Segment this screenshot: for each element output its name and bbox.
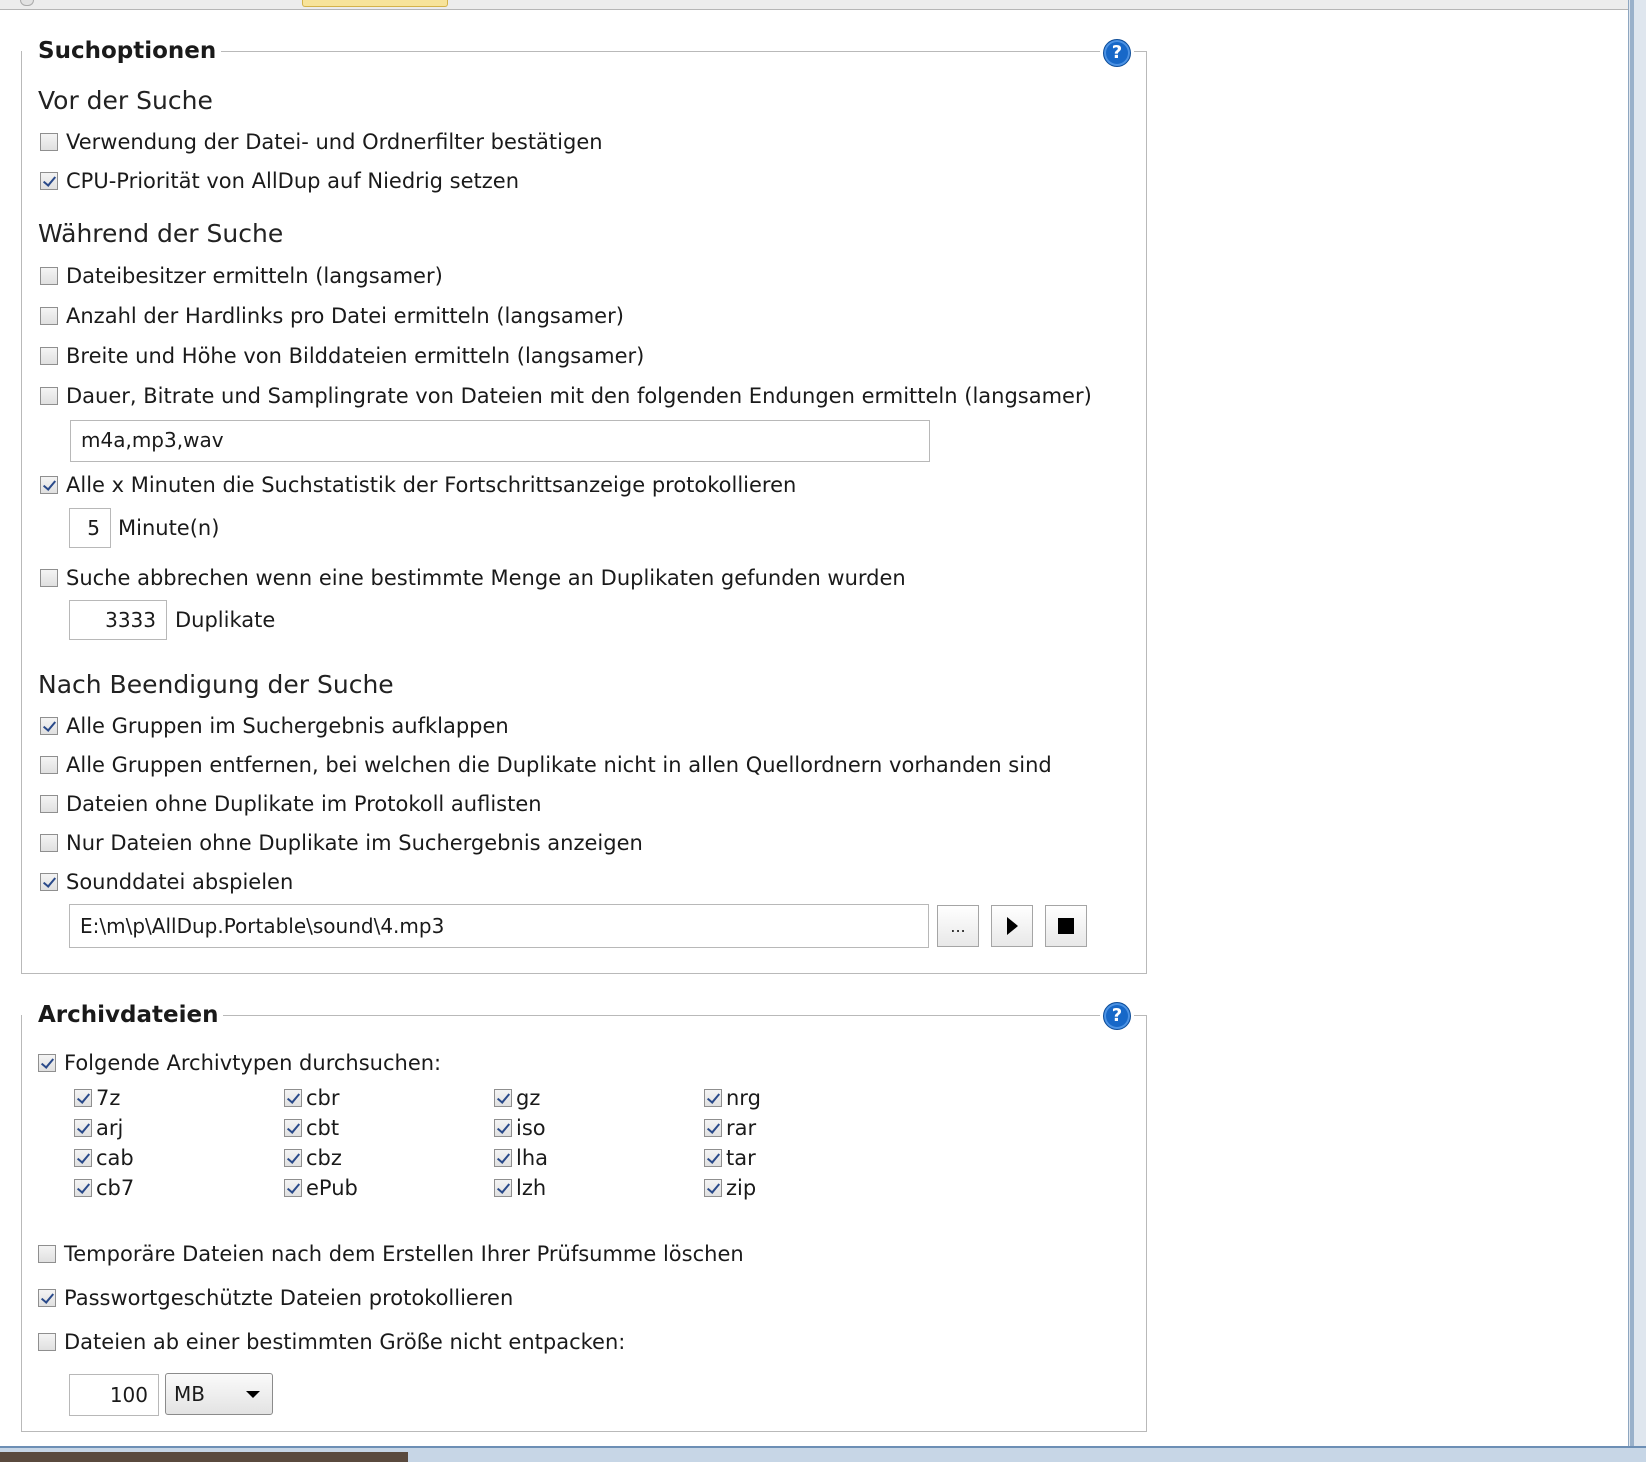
option-log-protected[interactable]: [38, 1284, 513, 1312]
minutes-unit-label: Minute(n): [118, 516, 220, 540]
size-field[interactable]: 100: [69, 1374, 159, 1416]
checkbox[interactable]: [704, 1179, 722, 1197]
archive-type-arj[interactable]: [74, 1114, 123, 1142]
option-confirm-filters[interactable]: [40, 128, 603, 156]
dropdown-value: MB: [174, 1382, 205, 1406]
option-label: Nur Dateien ohne Duplikate im Suchergebnis anzeigen: [66, 831, 643, 855]
checkbox[interactable]: [40, 756, 58, 774]
archive-type-lha[interactable]: [494, 1144, 548, 1172]
option-label: Sounddatei abspielen: [66, 870, 294, 894]
option-label: Dateien ab einer bestimmten Größe nicht entpacken:: [64, 1330, 626, 1354]
checkbox[interactable]: [284, 1089, 302, 1107]
archive-type-label: cbz: [306, 1146, 342, 1170]
option-label: Breite und Höhe von Bilddateien ermitteln (langsamer): [66, 344, 645, 368]
taskbar-image-strip: [0, 1452, 408, 1462]
option-hardlinks[interactable]: [40, 302, 624, 330]
archives-help-icon[interactable]: ?: [1103, 1002, 1131, 1030]
option-abort-search[interactable]: [40, 564, 906, 592]
option-label: Temporäre Dateien nach dem Erstellen Ihrer Prüfsumme löschen: [64, 1242, 744, 1266]
archive-type-label: zip: [726, 1176, 757, 1200]
checkbox[interactable]: [704, 1089, 722, 1107]
before-search-heading: Vor der Suche: [38, 86, 213, 115]
window-border-line: [1630, 0, 1634, 1460]
option-label: Alle Gruppen im Suchergebnis aufklappen: [66, 714, 509, 738]
search-options-title: Suchoptionen: [22, 36, 221, 66]
checkbox[interactable]: [704, 1149, 722, 1167]
option-label: Verwendung der Datei- und Ordnerfilter bestätigen: [66, 130, 603, 154]
archive-type-lzh[interactable]: [494, 1174, 546, 1202]
archive-type-label: 7z: [96, 1086, 121, 1110]
archive-type-cab[interactable]: [74, 1144, 134, 1172]
checkbox[interactable]: [40, 717, 58, 735]
archive-type-label: cbr: [306, 1086, 340, 1110]
archive-type-cbr[interactable]: [284, 1084, 340, 1112]
option-image-size[interactable]: [40, 342, 644, 370]
window-right-border: [1628, 0, 1646, 1460]
checkbox[interactable]: [494, 1089, 512, 1107]
checkbox[interactable]: [40, 795, 58, 813]
checkbox[interactable]: [40, 347, 58, 365]
search-options-help-icon[interactable]: ?: [1103, 39, 1131, 67]
archive-type-cb7[interactable]: [74, 1174, 134, 1202]
checkbox[interactable]: [40, 873, 58, 891]
after-search-heading: Nach Beendigung der Suche: [38, 670, 394, 699]
checkbox[interactable]: [74, 1089, 92, 1107]
stop-icon: [1058, 918, 1074, 934]
checkbox[interactable]: [704, 1119, 722, 1137]
archive-type-label: tar: [726, 1146, 756, 1170]
option-label: Folgende Archivtypen durchsuchen:: [64, 1051, 442, 1075]
option-label: Alle Gruppen entfernen, bei welchen die Duplikate nicht in allen Quellordnern vorhanden sind: [66, 753, 1052, 777]
checkbox[interactable]: [40, 267, 58, 285]
checkbox[interactable]: [40, 476, 58, 494]
checkbox[interactable]: [40, 133, 58, 151]
option-log-stats[interactable]: [40, 471, 796, 499]
option-label: Dateibesitzer ermitteln (langsamer): [66, 264, 443, 288]
checkbox[interactable]: [38, 1054, 56, 1072]
checkbox[interactable]: [494, 1179, 512, 1197]
stop-button[interactable]: [1045, 905, 1087, 947]
option-label: Suche abbrechen wenn eine bestimmte Menge an Duplikaten gefunden wurden: [66, 566, 906, 590]
tab-edge-icon: [20, 0, 34, 6]
archives-title: Archivdateien: [22, 1000, 223, 1030]
archive-type-zip[interactable]: [704, 1174, 756, 1202]
browse-button[interactable]: ...: [937, 905, 979, 947]
archive-type-label: gz: [516, 1086, 541, 1110]
archive-type-gz[interactable]: [494, 1084, 540, 1112]
option-search-archives[interactable]: [38, 1049, 441, 1077]
option-media-info[interactable]: [40, 382, 1092, 410]
archive-type-iso[interactable]: [494, 1114, 546, 1142]
archive-type-label: lha: [516, 1146, 549, 1170]
checkbox[interactable]: [40, 387, 58, 405]
checkbox[interactable]: [494, 1119, 512, 1137]
archive-type-label: rar: [726, 1116, 757, 1140]
option-label: Dateien ohne Duplikate im Protokoll auflisten: [66, 792, 542, 816]
size-unit-dropdown[interactable]: [165, 1373, 273, 1415]
checkbox[interactable]: [38, 1245, 56, 1263]
archive-type-label: lzh: [516, 1176, 547, 1200]
checkbox[interactable]: [40, 834, 58, 852]
checkbox[interactable]: [284, 1149, 302, 1167]
option-label: Alle x Minuten die Suchstatistik der Fortschrittsanzeige protokollieren: [66, 473, 797, 497]
checkbox[interactable]: [494, 1149, 512, 1167]
option-label: CPU-Priorität von AllDup auf Niedrig setzen: [66, 169, 520, 193]
highlighted-tab[interactable]: [302, 0, 448, 7]
archives-group: [21, 1015, 1147, 1432]
option-label: Dauer, Bitrate und Samplingrate von Dateien mit den folgenden Endungen ermitteln (langsamer): [66, 384, 1092, 408]
extensions-field[interactable]: m4a,mp3,wav: [70, 420, 930, 462]
archive-type-label: cb7: [96, 1176, 135, 1200]
option-low-priority[interactable]: [40, 167, 519, 195]
option-size-limit[interactable]: [38, 1328, 625, 1356]
archive-type-label: cbt: [306, 1116, 340, 1140]
checkbox[interactable]: [284, 1119, 302, 1137]
checkbox[interactable]: [38, 1289, 56, 1307]
archive-type-label: cab: [96, 1146, 134, 1170]
archive-type-label: arj: [96, 1116, 124, 1140]
archive-type-label: ePub: [306, 1176, 358, 1200]
sound-path-field[interactable]: E:\m\p\AllDup.Portable\sound\4.mp3: [69, 904, 929, 948]
play-icon: [1007, 917, 1018, 935]
archive-type-7z[interactable]: [74, 1084, 120, 1112]
option-file-owner[interactable]: [40, 262, 443, 290]
option-label: Anzahl der Hardlinks pro Datei ermitteln (langsamer): [66, 304, 624, 328]
option-list-unique[interactable]: [40, 790, 542, 818]
chevron-down-icon: [246, 1391, 260, 1398]
option-play-sound[interactable]: [40, 868, 293, 896]
during-search-heading: Während der Suche: [38, 219, 284, 248]
option-delete-temp[interactable]: [38, 1240, 744, 1268]
option-only-unique[interactable]: [40, 829, 643, 857]
checkbox[interactable]: [284, 1179, 302, 1197]
archive-type-nrg[interactable]: [704, 1084, 761, 1112]
checkbox[interactable]: [74, 1119, 92, 1137]
play-button[interactable]: [991, 905, 1033, 947]
option-remove-groups[interactable]: [40, 751, 1052, 779]
option-label: Passwortgeschützte Dateien protokollieren: [64, 1286, 514, 1310]
checkbox[interactable]: [40, 569, 58, 587]
minutes-field[interactable]: 5: [69, 508, 111, 548]
checkbox[interactable]: [74, 1179, 92, 1197]
checkbox[interactable]: [40, 172, 58, 190]
duplicates-field[interactable]: 3333: [69, 600, 167, 640]
option-expand-groups[interactable]: [40, 712, 509, 740]
archive-type-cbt[interactable]: [284, 1114, 339, 1142]
archive-type-label: nrg: [726, 1086, 761, 1110]
checkbox[interactable]: [38, 1333, 56, 1351]
duplicates-unit-label: Duplikate: [175, 608, 276, 632]
archive-type-label: iso: [516, 1116, 546, 1140]
archive-type-epub[interactable]: [284, 1174, 358, 1202]
checkbox[interactable]: [74, 1149, 92, 1167]
archive-type-tar[interactable]: [704, 1144, 756, 1172]
checkbox[interactable]: [40, 307, 58, 325]
archive-type-cbz[interactable]: [284, 1144, 342, 1172]
archive-type-rar[interactable]: [704, 1114, 756, 1142]
top-tab-strip: [0, 0, 1646, 10]
